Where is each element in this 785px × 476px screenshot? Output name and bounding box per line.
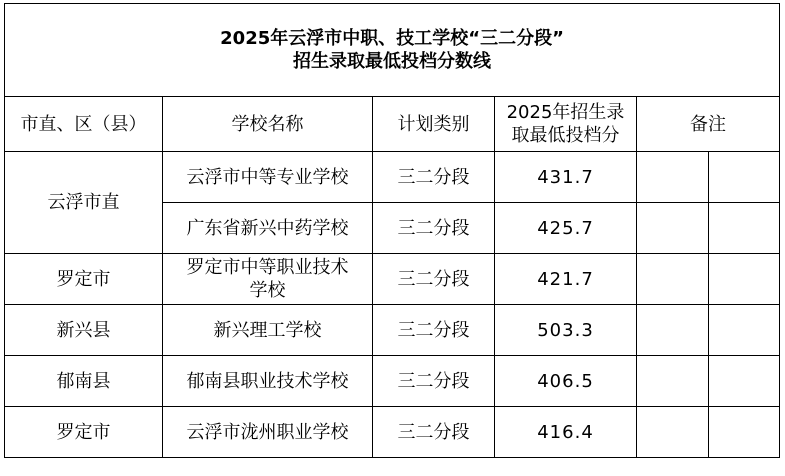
remark-cell xyxy=(637,305,709,356)
remark-cell xyxy=(637,356,709,407)
remark-cell xyxy=(637,203,709,254)
table-row xyxy=(5,407,780,458)
remark-cell xyxy=(637,254,709,305)
remark-cell xyxy=(637,152,709,203)
header-district: 市直、区（县） xyxy=(5,97,163,152)
table-title xyxy=(5,4,780,97)
header-remark: 备注 xyxy=(637,97,780,152)
score-cell: 421.7 xyxy=(495,254,637,305)
remark-cell xyxy=(637,407,709,458)
category-cell: 三二分段 xyxy=(373,356,495,407)
district-cell: 郁南县 xyxy=(5,356,163,407)
score-cell: 503.3 xyxy=(495,305,637,356)
header-category: 计划类别 xyxy=(373,97,495,152)
school-cell xyxy=(163,254,373,305)
table-row xyxy=(5,152,780,203)
school-cell: 新兴理工学校 xyxy=(163,305,373,356)
header-row xyxy=(5,97,780,152)
school-line-2: 学校 xyxy=(249,280,286,301)
remark-cell xyxy=(709,305,780,356)
header-score-line-1: 2025年招生录 xyxy=(506,102,625,123)
score-cell: 416.4 xyxy=(495,407,637,458)
remark-cell xyxy=(709,254,780,305)
category-cell: 三二分段 xyxy=(373,152,495,203)
header-score xyxy=(495,97,637,152)
district-cell: 罗定市 xyxy=(5,407,163,458)
district-cell: 新兴县 xyxy=(5,305,163,356)
category-cell: 三二分段 xyxy=(373,407,495,458)
header-score-line-2: 取最低投档分 xyxy=(511,125,620,146)
district-cell: 罗定市 xyxy=(5,254,163,305)
school-cell: 郁南县职业技术学校 xyxy=(163,356,373,407)
score-cell: 431.7 xyxy=(495,152,637,203)
remark-cell xyxy=(709,203,780,254)
score-cell: 406.5 xyxy=(495,356,637,407)
remark-cell xyxy=(709,152,780,203)
category-cell: 三二分段 xyxy=(373,305,495,356)
district-cell: 云浮市直 xyxy=(5,152,163,254)
remark-cell xyxy=(709,407,780,458)
table-row xyxy=(5,305,780,356)
score-cell: 425.7 xyxy=(495,203,637,254)
header-school: 学校名称 xyxy=(163,97,373,152)
title-line-1: 2025年云浮市中职、技工学校“三二分段” xyxy=(220,28,564,49)
score-table xyxy=(4,3,780,458)
table-row xyxy=(5,356,780,407)
school-cell: 云浮市泷州职业学校 xyxy=(163,407,373,458)
school-cell: 云浮市中等专业学校 xyxy=(163,152,373,203)
title-line-2: 招生录取最低投档分数线 xyxy=(293,51,492,72)
table-row xyxy=(5,254,780,305)
category-cell: 三二分段 xyxy=(373,203,495,254)
school-line-1: 罗定市中等职业技术 xyxy=(186,257,349,278)
school-cell: 广东省新兴中药学校 xyxy=(163,203,373,254)
remark-cell xyxy=(709,356,780,407)
category-cell: 三二分段 xyxy=(373,254,495,305)
